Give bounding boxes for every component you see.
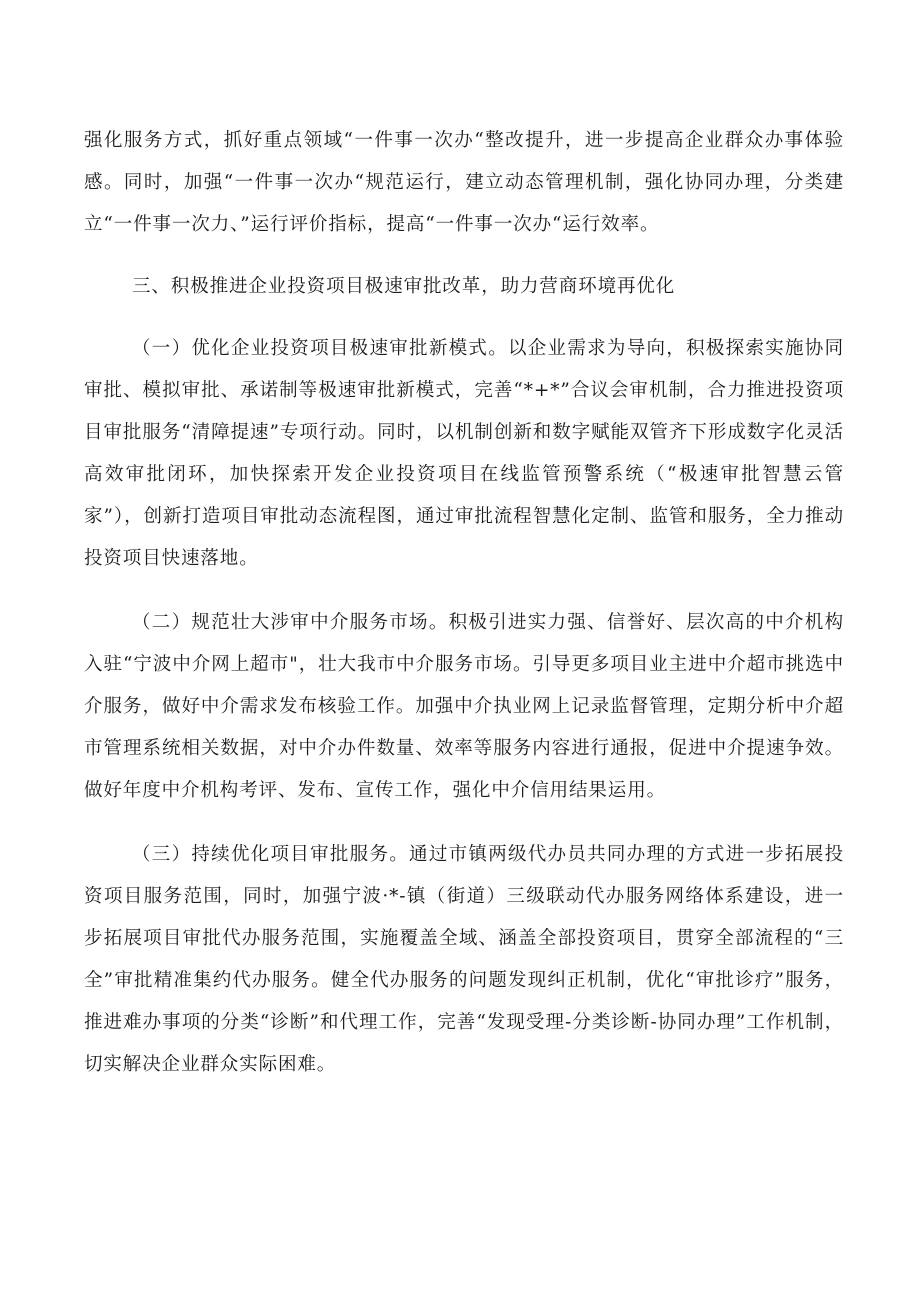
paragraph-item-three: （三）持续优化项目审批服务。通过市镇两级代办员共同办理的方式进一步拓展投资项目服务范围，同时，加强宁波·*-镇（街道）三级联动代办服务网络体系建设，进一步拓展项目审批代办服务范围，实施覆盖全域、涵盖全部投资项目，贯穿全部流程的“三全”审批精准集约代办服务。健全代办服务的问题发现纠正机制，优化“审批诊疗”服务，推进难办事项的分类“诊断”和代理工作，完善“发现受理-分类诊断-协同办理”工作机制，切实解决企业群众实际困难。 bbox=[84, 844, 844, 1075]
section-heading-three: 三、积极推进企业投资项目极速审批改革，助力营商环境再优化 bbox=[132, 276, 676, 297]
paragraph-item-two: （二）规范壮大涉审中介服务市场。积极引进实力强、信誉好、层次高的中介机构入驻“宁波中介网上超市"，壮大我市中介服务市场。引导更多项目业主进中介超市挑选中介服务，做好中介需求发布核验工作。加强中介执业网上记录监督管理，定期分析中介超市管理系统相关数据，对中介办件数量、效率等服务内容进行通报，促进中介提速争效。做好年度中介机构考评、发布、宣传工作，强化中介信用结果运用。 bbox=[84, 612, 844, 801]
paragraph-item-one: （一）优化企业投资项目极速审批新模式。以企业需求为导向，积极探索实施协同审批、模拟审批、承诺制等极速审批新模式，完善“*+*”合议会审机制，合力推进投资项目审批服务“清障提速”专项行动。同时，以机制创新和数字赋能双管齐下形成数字化灵活高效审批闭环，加快探索开发企业投资项目在线监管预警系统（“极速审批智慧云管家”），创新打造项目审批动态流程图，通过审批流程智慧化定制、监管和服务，全力推动投资项目快速落地。 bbox=[84, 338, 844, 569]
document-body bbox=[84, 120, 844, 1108]
paragraph-continuation: 强化服务方式，抓好重点领域“一件事一次办“整改提升，进一步提高企业群众办事体验感。同时，加强“一件事一次办“规范运行，建立动态管理机制，强化协同办理，分类建立“一件事一次力、”运行评价指标，提高“一件事一次办“运行效率。 bbox=[84, 130, 844, 235]
